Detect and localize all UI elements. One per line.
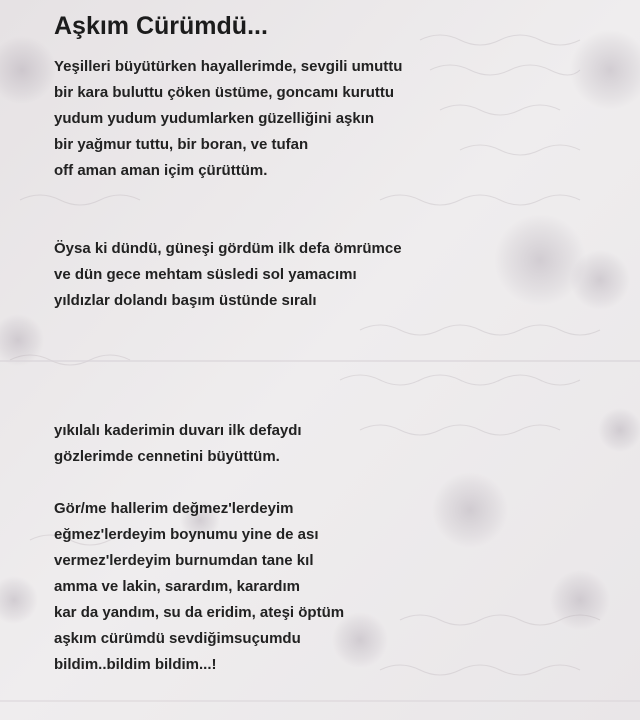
poem-line: yıldızlar dolandı başım üstünde sıralı: [54, 292, 317, 309]
stanza-3: [54, 418, 614, 470]
stanza-spacer: [54, 184, 614, 236]
stanza-4: [54, 496, 614, 678]
poem-line: yudum yudum yudumlarken güzelliğini aşkın: [54, 110, 375, 127]
poem: [54, 10, 614, 678]
poem-line: aşkım cürümdü sevdiğimsuçumdu: [54, 630, 301, 647]
stanza-spacer: [54, 470, 614, 496]
poem-line: amma ve lakin, sarardım, karardım: [54, 578, 300, 595]
poem-line: Yeşilleri büyütürken hayallerimde, sevgili umuttu: [54, 58, 403, 75]
poem-line: eğmez'lerdeyim boynumu yine de ası: [54, 526, 319, 543]
poem-line: off aman aman içim çürüttüm.: [54, 162, 268, 179]
stanza-2: [54, 236, 614, 314]
stanza-spacer: [54, 314, 614, 418]
poem-line: Gör/me hallerim değmez'lerdeyim: [54, 500, 294, 517]
poem-title: Aşkım Cürümdü...: [54, 12, 268, 40]
poem-line: kar da yandım, su da eridim, ateşi öptüm: [54, 604, 345, 621]
poem-line: bir yağmur tuttu, bir boran, ve tufan: [54, 136, 309, 153]
poem-line: gözlerimde cennetini büyüttüm.: [54, 448, 280, 465]
poem-line: yıkılalı kaderimin duvarı ilk defaydı: [54, 422, 302, 439]
poem-line: vermez'lerdeyim burnumdan tane kıl: [54, 552, 314, 569]
poem-line: Öysa ki dündü, güneşi gördüm ilk defa ömrümce: [54, 240, 402, 257]
poem-line: bir kara buluttu çöken üstüme, goncamı kuruttu: [54, 84, 395, 101]
stanza-1: [54, 54, 614, 184]
poem-line: ve dün gece mehtam süsledi sol yamacımı: [54, 266, 357, 283]
poem-line: bildim..bildim bildim...!: [54, 656, 217, 673]
